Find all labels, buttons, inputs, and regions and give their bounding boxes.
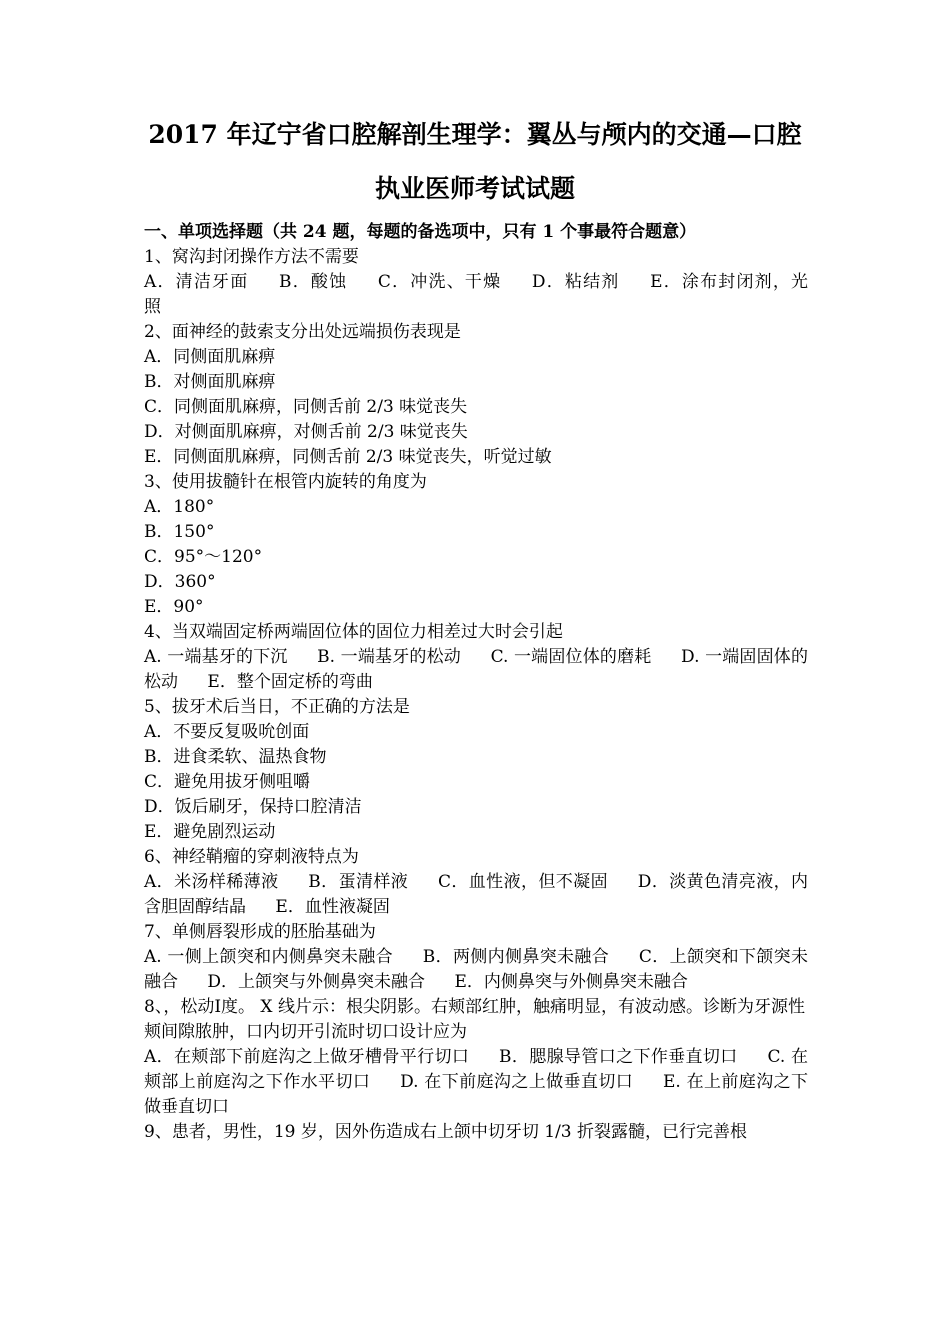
section-heading: 一、单项选择题（共 24 题，每题的备选项中，只有 1 个事最符合题意）	[144, 222, 697, 242]
option-row	[144, 645, 808, 695]
option-row	[144, 945, 808, 995]
question-text: 6、神经鞘瘤的穿刺液特点为	[144, 847, 359, 867]
option-e: E．内侧鼻突与外侧鼻突未融合	[454, 972, 688, 992]
question-8	[144, 995, 808, 1120]
option-d: D．饭后刷牙，保持口腔清洁	[144, 797, 362, 817]
option-b: B. 一端基牙的松动	[317, 647, 461, 667]
document-title-line-2: 执业医师考试试题	[374, 174, 575, 203]
question-text: 2、面神经的鼓索支分出处远端损伤表现是	[144, 322, 461, 342]
question-text: 7、单侧唇裂形成的胚胎基础为	[144, 922, 376, 942]
option-e: E．同侧面肌麻痹，同侧舌前 2/3 味觉丧失，听觉过敏	[144, 447, 552, 467]
option-a: A．清洁牙面	[144, 272, 249, 292]
question-2	[144, 320, 808, 470]
option-b: B．腮腺导管口之下作垂直切口	[499, 1047, 738, 1067]
question-7	[144, 920, 808, 995]
option-e: E．血性液凝固	[275, 897, 390, 917]
question-text: 1、窝沟封闭操作方法不需要	[144, 247, 359, 267]
option-e: E．整个固定桥的弯曲	[207, 672, 373, 692]
option-d: D．粘结剂	[531, 272, 620, 292]
question-6	[144, 845, 808, 920]
option-row	[144, 870, 808, 920]
option-e: E. 在上前庭沟之下做垂直切口	[144, 1072, 808, 1117]
question-text: 9、患者，男性，19 岁，因外伤造成右上颌中切牙切 1/3 折裂露髓，已行完善根	[144, 1122, 748, 1142]
option-a: A. 一端基牙的下沉	[144, 647, 288, 667]
option-c: C．冲洗、干燥	[377, 272, 502, 292]
question-text: 3、使用拔髓针在根管内旋转的角度为	[144, 472, 427, 492]
document-body	[144, 220, 808, 1145]
option-c: C．95°～120°	[144, 547, 263, 567]
option-d: D．对侧面肌麻痹，对侧舌前 2/3 味觉丧失	[144, 422, 468, 442]
option-a: A. 一侧上颌突和内侧鼻突未融合	[144, 947, 393, 967]
question-list	[144, 245, 808, 1145]
option-d: D. 在下前庭沟之上做垂直切口	[400, 1072, 634, 1092]
option-c: C．同侧面肌麻痹，同侧舌前 2/3 味觉丧失	[144, 397, 468, 417]
question-text: 8、，松动Ⅰ度。 X 线片示：根尖阴影。右颊部红肿，触痛明显，有波动感。诊断为牙源性颊间隙脓肿，口内切开引流时切口设计应为	[144, 997, 805, 1042]
option-b: B．蛋清样液	[308, 872, 409, 892]
option-b: B．进食柔软、温热食物	[144, 747, 327, 767]
option-e: E．涂布封闭剂，光照	[144, 272, 809, 317]
option-b: B．两侧内侧鼻突未融合	[422, 947, 610, 967]
option-c: C. 在颊部上前庭沟之下作水平切口	[144, 1047, 809, 1092]
option-c: C. 一端固位体的磨耗	[490, 647, 652, 667]
option-d: D．360°	[144, 572, 216, 592]
document-title-line-1: 2017 年辽宁省口腔解剖生理学：翼丛与颅内的交通—口腔	[148, 120, 802, 149]
option-a: A．在颊部下前庭沟之上做牙槽骨平行切口	[144, 1047, 470, 1067]
option-a: A．同侧面肌麻痹	[144, 347, 276, 367]
option-a: A．米汤样稀薄液	[144, 872, 279, 892]
option-row	[144, 1045, 808, 1120]
question-text: 4、当双端固定桥两端固位体的固位力相差过大时会引起	[144, 622, 563, 642]
option-c: C．上颌突和下颌突未融合	[144, 947, 809, 992]
question-4	[144, 620, 808, 695]
question-5	[144, 695, 808, 845]
option-a: A．不要反复吸吮创面	[144, 722, 310, 742]
option-d: D．上颌突与外侧鼻突未融合	[207, 972, 426, 992]
option-e: E．避免剧烈运动	[144, 822, 276, 842]
question-9	[144, 1120, 808, 1145]
option-c: C．避免用拔牙侧咀嚼	[144, 772, 311, 792]
option-b: B．150°	[144, 522, 215, 542]
question-1	[144, 245, 808, 320]
option-a: A．180°	[144, 497, 215, 517]
option-b: B．酸蚀	[279, 272, 348, 292]
option-b: B．对侧面肌麻痹	[144, 372, 276, 392]
option-d: D. 一端固固体的松动	[144, 647, 808, 692]
question-3	[144, 470, 808, 620]
option-row	[144, 270, 808, 320]
question-text: 5、拔牙术后当日，不正确的方法是	[144, 697, 410, 717]
option-d: D．淡黄色清亮液，内含胆固醇结晶	[144, 872, 809, 917]
option-e: E．90°	[144, 597, 204, 617]
option-c: C．血性液，但不凝固	[437, 872, 608, 892]
